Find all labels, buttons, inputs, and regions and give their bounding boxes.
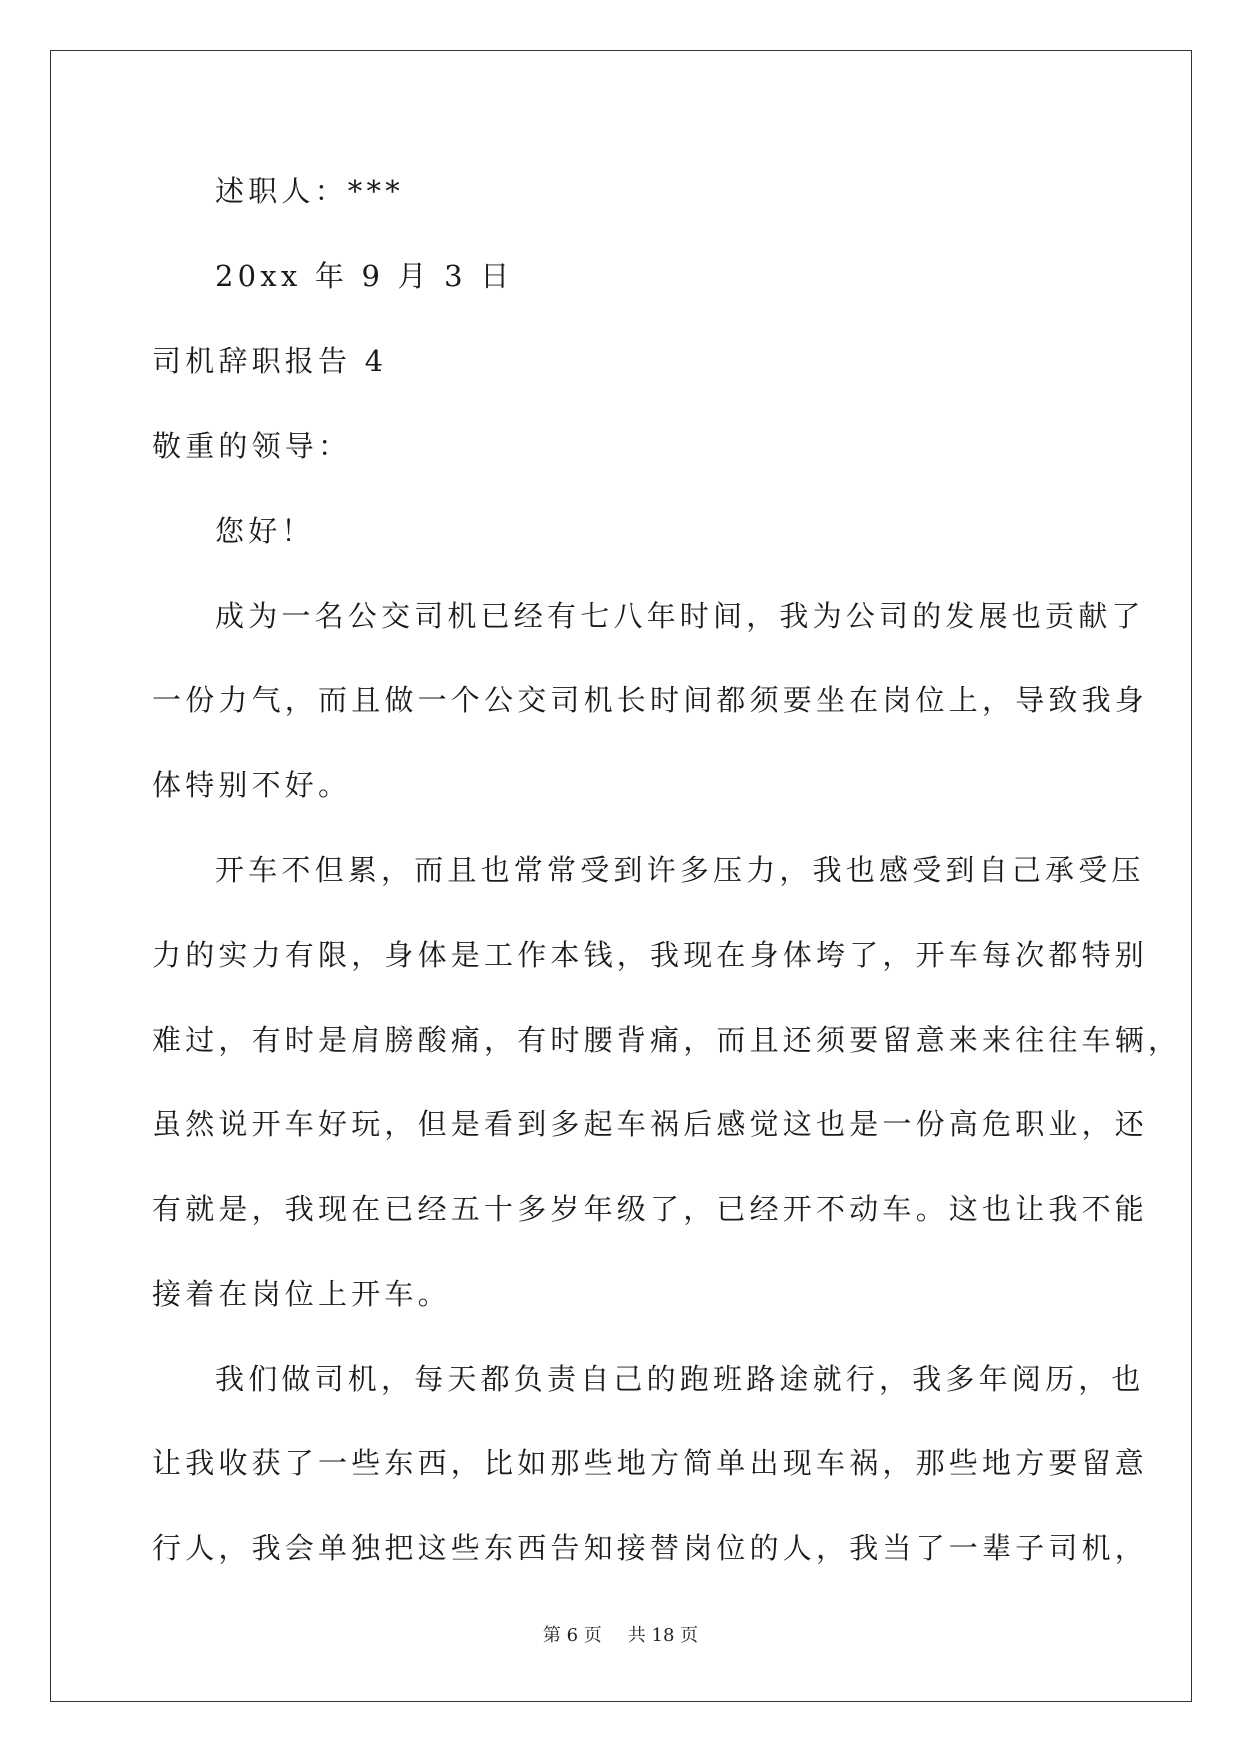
paragraph-line: 有就是，我现在已经五十多岁年级了，已经开不动车。这也让我不能 [152,1192,1149,1226]
paragraph-line: 体特别不好。 [152,768,352,802]
paragraph-line: 接着在岗位上开车。 [152,1277,451,1311]
page-footer [0,1621,1241,1647]
paragraph-line: 一份力气，而且做一个公交司机长时间都须要坐在岗位上，导致我身 [152,683,1149,717]
page-total: 共 18 页 [627,1625,699,1646]
paragraph-line: 虽然说开车好玩，但是看到多起车祸后感觉这也是一份高危职业，还 [152,1107,1149,1141]
salutation: 敬重的领导： [152,429,352,463]
paragraph-line: 让我收获了一些东西，比如那些地方简单出现车祸，那些地方要留意 [152,1446,1149,1480]
page-number: 第 6 页 [542,1625,602,1646]
paragraph-line: 行人，我会单独把这些东西告知接替岗位的人，我当了一辈子司机， [152,1531,1149,1565]
paragraph-line: 成为一名公交司机已经有七八年时间，我为公司的发展也贡献了 [215,599,1145,633]
paragraph-line: 难过，有时是肩膀酸痛，有时腰背痛，而且还须要留意来来往往车辆， [152,1023,1182,1057]
section-title: 司机辞职报告 4 [152,344,388,378]
date-line: 20xx 年 9 月 3 日 [215,259,514,293]
paragraph-line: 开车不但累，而且也常常受到许多压力，我也感受到自己承受压 [215,853,1145,887]
reporter-line: 述职人：*** [215,174,404,208]
paragraph-line: 力的实力有限，身体是工作本钱，我现在身体垮了，开车每次都特别 [152,938,1149,972]
greeting: 您好！ [215,514,315,548]
paragraph-line: 我们做司机，每天都负责自己的跑班路途就行，我多年阅历，也 [215,1362,1145,1396]
